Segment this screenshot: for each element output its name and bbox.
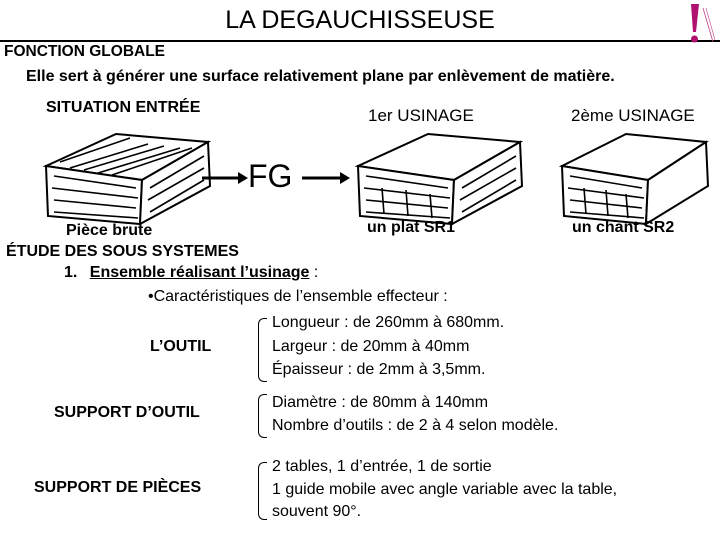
spec-line: Diamètre : de 80mm à 140mm	[272, 394, 489, 411]
piece-brute-caption: Pièce brute	[66, 222, 153, 239]
etude-bullet: •Caractéristiques de l’ensemble effecteur :	[148, 288, 448, 305]
brace-support-outil	[258, 394, 267, 438]
wood-block-icon	[556, 128, 716, 228]
brace-support-pieces	[258, 462, 267, 520]
fonction-text: Elle sert à générer une surface relativement plane par enlèvement de matière.	[26, 68, 615, 85]
brace-outil	[258, 318, 267, 382]
item-label: Ensemble réalisant l’usinage	[89, 264, 310, 281]
spec-label-support-outil: SUPPORT D’OUTIL	[54, 404, 200, 421]
arrow-right-icon	[300, 170, 352, 186]
exclamation-logo-icon	[683, 2, 717, 46]
spec-line: Nombre d’outils : de 2 à 4 selon modèle.	[272, 417, 559, 434]
spec-line: 2 tables, 1 d’entrée, 1 de sortie	[272, 458, 492, 475]
situation-entree-label: SITUATION ENTRÉE	[46, 99, 201, 116]
spec-line: souvent 90°.	[272, 503, 362, 520]
spec-label-outil: L’OUTIL	[150, 338, 212, 355]
usinage1-label: 1er USINAGE	[368, 106, 474, 125]
plat-caption: un plat SR1	[367, 219, 456, 236]
title-underline	[0, 40, 720, 42]
spec-line: Longueur : de 260mm à 680mm.	[272, 314, 505, 331]
spec-line: 1 guide mobile avec angle variable avec la table,	[272, 481, 618, 498]
spec-line: Épaisseur : de 2mm à 3,5mm.	[272, 361, 486, 378]
spec-label-support-pieces: SUPPORT DE PIÈCES	[34, 479, 202, 496]
chant-caption: un chant SR2	[572, 219, 675, 236]
usinage2-label: 2ème USINAGE	[571, 106, 695, 125]
page-title: LA DEGAUCHISSEUSE	[225, 6, 495, 34]
item-number: 1.	[64, 264, 78, 281]
fg-label: FG	[248, 158, 293, 194]
etude-item-1	[64, 264, 318, 282]
etude-heading: ÉTUDE DES SOUS SYSTEMES	[6, 243, 239, 260]
wood-block-icon	[40, 128, 220, 228]
spec-line: Largeur : de 20mm à 40mm	[272, 338, 470, 355]
item-suffix: :	[309, 264, 319, 281]
wood-block-icon	[352, 128, 532, 228]
fonction-heading: FONCTION GLOBALE	[4, 43, 166, 60]
arrow-right-icon	[200, 170, 250, 186]
